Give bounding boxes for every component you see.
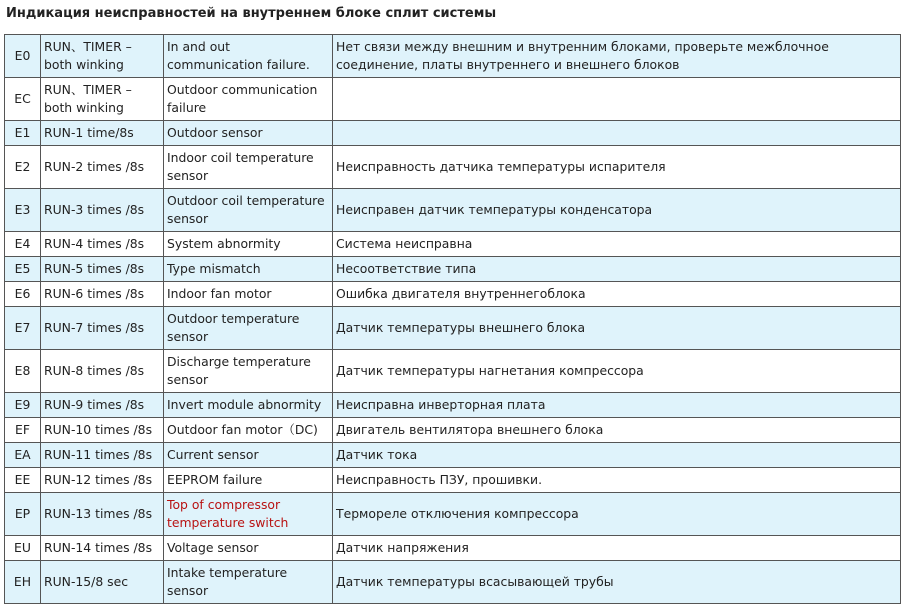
table-row [5, 536, 901, 561]
description-cell: Outdoor coil temperature sensor [164, 189, 333, 232]
indication-cell: RUN-11 times /8s [41, 443, 164, 468]
russian-description-cell: Двигатель вентилятора внешнего блока [333, 418, 901, 443]
russian-description-cell [333, 121, 901, 146]
indication-cell: RUN-5 times /8s [41, 257, 164, 282]
table-row [5, 561, 901, 604]
indication-cell: RUN-9 times /8s [41, 393, 164, 418]
description-cell: Indoor fan motor [164, 282, 333, 307]
indication-cell: RUN-14 times /8s [41, 536, 164, 561]
table-row [5, 493, 901, 536]
table-row [5, 418, 901, 443]
description-cell: Outdoor communication failure [164, 78, 333, 121]
description-cell: Voltage sensor [164, 536, 333, 561]
indication-cell: RUN-10 times /8s [41, 418, 164, 443]
description-cell: System abnormity [164, 232, 333, 257]
description-cell: Outdoor sensor [164, 121, 333, 146]
indication-cell: RUN、TIMER – both winking [41, 78, 164, 121]
indication-cell: RUN-8 times /8s [41, 350, 164, 393]
russian-description-cell: Датчик тока [333, 443, 901, 468]
indication-cell: RUN-15/8 sec [41, 561, 164, 604]
indication-cell: RUN、TIMER – both winking [41, 35, 164, 78]
table-row [5, 307, 901, 350]
russian-description-cell [333, 78, 901, 121]
indication-cell: RUN-2 times /8s [41, 146, 164, 189]
table-row [5, 468, 901, 493]
description-cell: Indoor coil temperature sensor [164, 146, 333, 189]
error-code-cell: EU [5, 536, 41, 561]
error-code-cell: EF [5, 418, 41, 443]
russian-description-cell: Неисправность ПЗУ, прошивки. [333, 468, 901, 493]
russian-description-cell: Неисправность датчика температуры испарителя [333, 146, 901, 189]
table-row [5, 232, 901, 257]
error-code-cell: EP [5, 493, 41, 536]
table-body [5, 35, 901, 604]
error-code-cell: E5 [5, 257, 41, 282]
russian-description-cell: Термореле отключения компрессора [333, 493, 901, 536]
indication-cell: RUN-13 times /8s [41, 493, 164, 536]
error-code-cell: EA [5, 443, 41, 468]
russian-description-cell: Нет связи между внешним и внутренним блоками, проверьте межблочное соединение, платы внутреннего и внешнего блоков [333, 35, 901, 78]
indication-cell: RUN-3 times /8s [41, 189, 164, 232]
table-row [5, 393, 901, 418]
description-cell: Intake temperature sensor [164, 561, 333, 604]
page-title: Индикация неисправностей на внутреннем блоке сплит системы [6, 6, 497, 21]
error-code-cell: EH [5, 561, 41, 604]
description-cell: Outdoor fan motor（DC) [164, 418, 333, 443]
indication-cell: RUN-12 times /8s [41, 468, 164, 493]
error-code-cell: EE [5, 468, 41, 493]
description-cell: Discharge temperature sensor [164, 350, 333, 393]
table-row [5, 443, 901, 468]
table-row [5, 282, 901, 307]
table-row [5, 257, 901, 282]
description-cell: EEPROM failure [164, 468, 333, 493]
russian-description-cell: Датчик температуры нагнетания компрессора [333, 350, 901, 393]
indication-cell: RUN-4 times /8s [41, 232, 164, 257]
description-cell: Outdoor temperature sensor [164, 307, 333, 350]
indication-cell: RUN-1 time/8s [41, 121, 164, 146]
error-code-cell: E1 [5, 121, 41, 146]
error-code-cell: E6 [5, 282, 41, 307]
russian-description-cell: Датчик температуры внешнего блока [333, 307, 901, 350]
indication-cell: RUN-6 times /8s [41, 282, 164, 307]
description-cell: Invert module abnormity [164, 393, 333, 418]
table-row [5, 121, 901, 146]
error-code-cell: E3 [5, 189, 41, 232]
description-cell: Current sensor [164, 443, 333, 468]
table-row [5, 350, 901, 393]
table-row [5, 189, 901, 232]
description-cell: Type mismatch [164, 257, 333, 282]
error-code-cell: E2 [5, 146, 41, 189]
russian-description-cell: Несоответствие типа [333, 257, 901, 282]
russian-description-cell: Ошибка двигателя внутреннегоблока [333, 282, 901, 307]
russian-description-cell: Система неисправна [333, 232, 901, 257]
description-cell-warning: Top of compressor temperature switch [164, 493, 333, 536]
indication-cell: RUN-7 times /8s [41, 307, 164, 350]
error-code-cell: E9 [5, 393, 41, 418]
russian-description-cell: Датчик температуры всасывающей трубы [333, 561, 901, 604]
table-row [5, 35, 901, 78]
error-code-cell: EC [5, 78, 41, 121]
error-codes-table [4, 34, 901, 604]
error-code-cell: E8 [5, 350, 41, 393]
table-row [5, 78, 901, 121]
russian-description-cell: Неисправна инверторная плата [333, 393, 901, 418]
error-code-cell: E0 [5, 35, 41, 78]
error-code-cell: E7 [5, 307, 41, 350]
russian-description-cell: Датчик напряжения [333, 536, 901, 561]
russian-description-cell: Неисправен датчик температуры конденсатора [333, 189, 901, 232]
table-row [5, 146, 901, 189]
description-cell: In and out communication failure. [164, 35, 333, 78]
error-code-cell: E4 [5, 232, 41, 257]
